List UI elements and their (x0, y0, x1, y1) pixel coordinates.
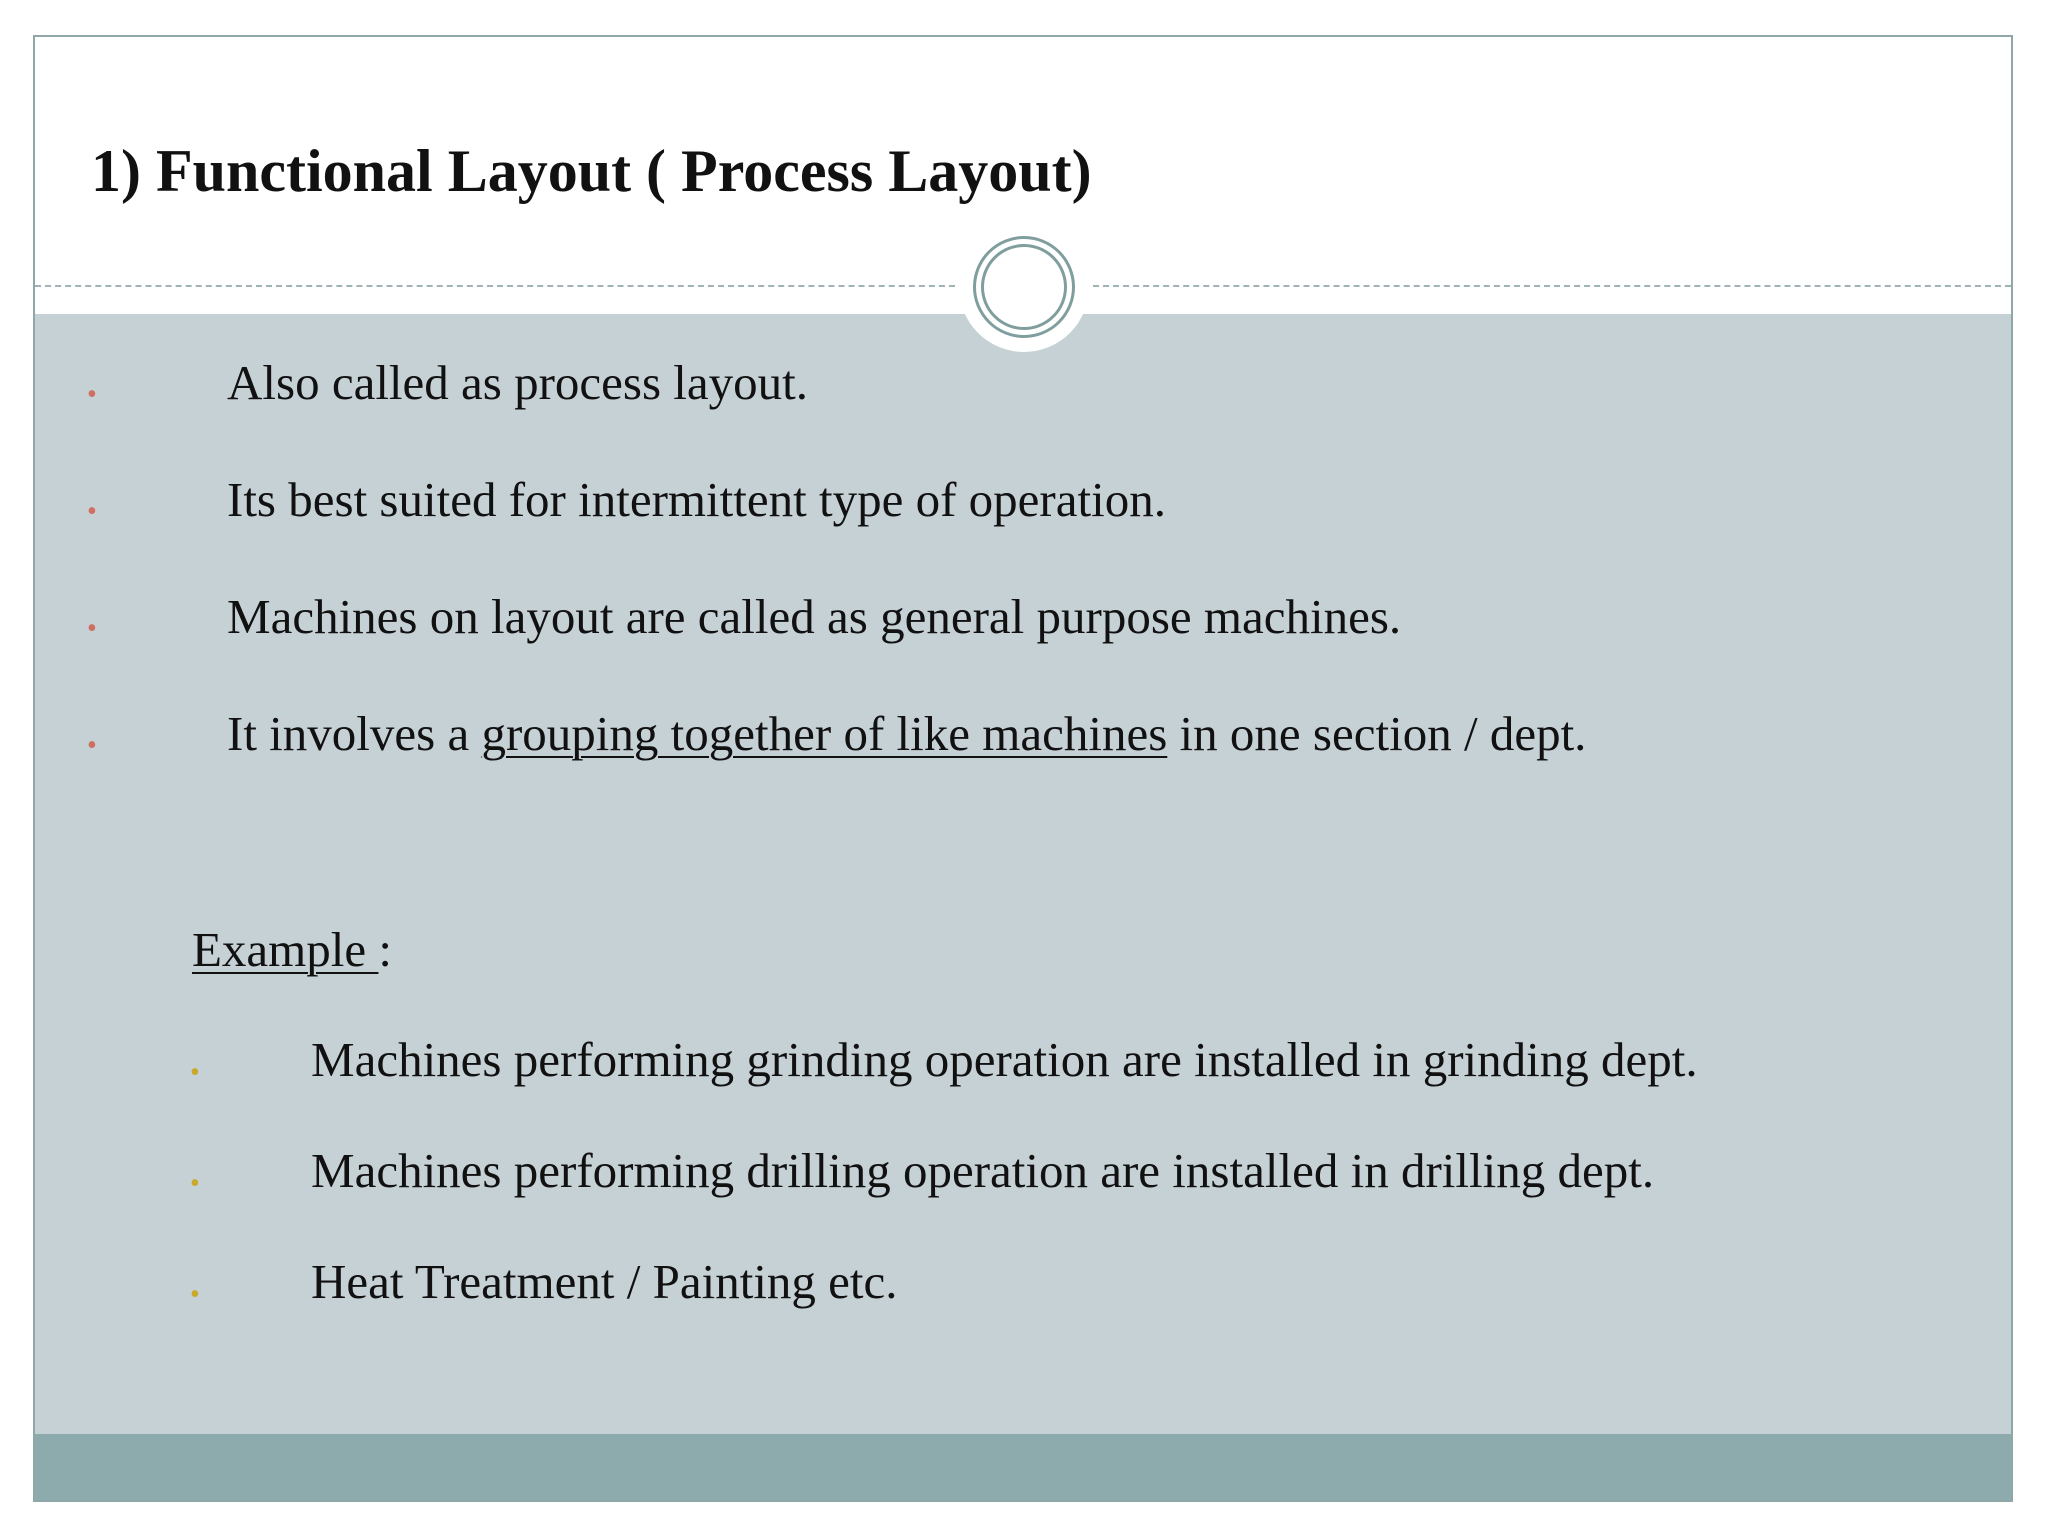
decorative-circle-icon (959, 222, 1089, 352)
bullet-item-1: Also called as process layout. (227, 355, 809, 410)
sub-bullet-marker: • (190, 1168, 200, 1199)
bullet-item-3: Machines on layout are called as general purpose machines. (227, 589, 1402, 644)
circle-ring (973, 236, 1075, 338)
circle-ring-inner (981, 244, 1067, 330)
underlined-phrase: grouping together of like machines (481, 706, 1168, 761)
bullet-item-4-start: It involves a (227, 706, 482, 761)
bullet-marker: • (87, 496, 97, 527)
example-colon: : (378, 922, 393, 977)
footer-band (35, 1434, 2011, 1502)
sub-bullet-marker: • (190, 1279, 200, 1310)
bullet-marker: • (87, 730, 97, 761)
bullet-item-2: Its best suited for intermittent type of operation. (227, 472, 1166, 527)
bullet-item-4 (227, 706, 1586, 762)
example-label: Example (192, 922, 379, 977)
divider-line-left (35, 285, 955, 287)
example-item-2: Machines performing drilling operation are installed in drilling dept. (311, 1143, 1655, 1198)
bullet-item-4-end: in one section / dept. (1167, 706, 1587, 761)
example-item-1: Machines performing grinding operation are installed in grinding dept. (311, 1032, 1698, 1087)
slide-title: 1) Functional Layout ( Process Layout) (91, 138, 1092, 204)
sub-bullet-marker: • (190, 1057, 200, 1088)
example-item-3: Heat Treatment / Painting etc. (311, 1254, 898, 1309)
slide (33, 35, 2013, 1502)
example-heading (192, 922, 392, 978)
bullet-marker: • (87, 379, 97, 410)
divider-line-right (1093, 285, 2011, 287)
bullet-marker: • (87, 613, 97, 644)
